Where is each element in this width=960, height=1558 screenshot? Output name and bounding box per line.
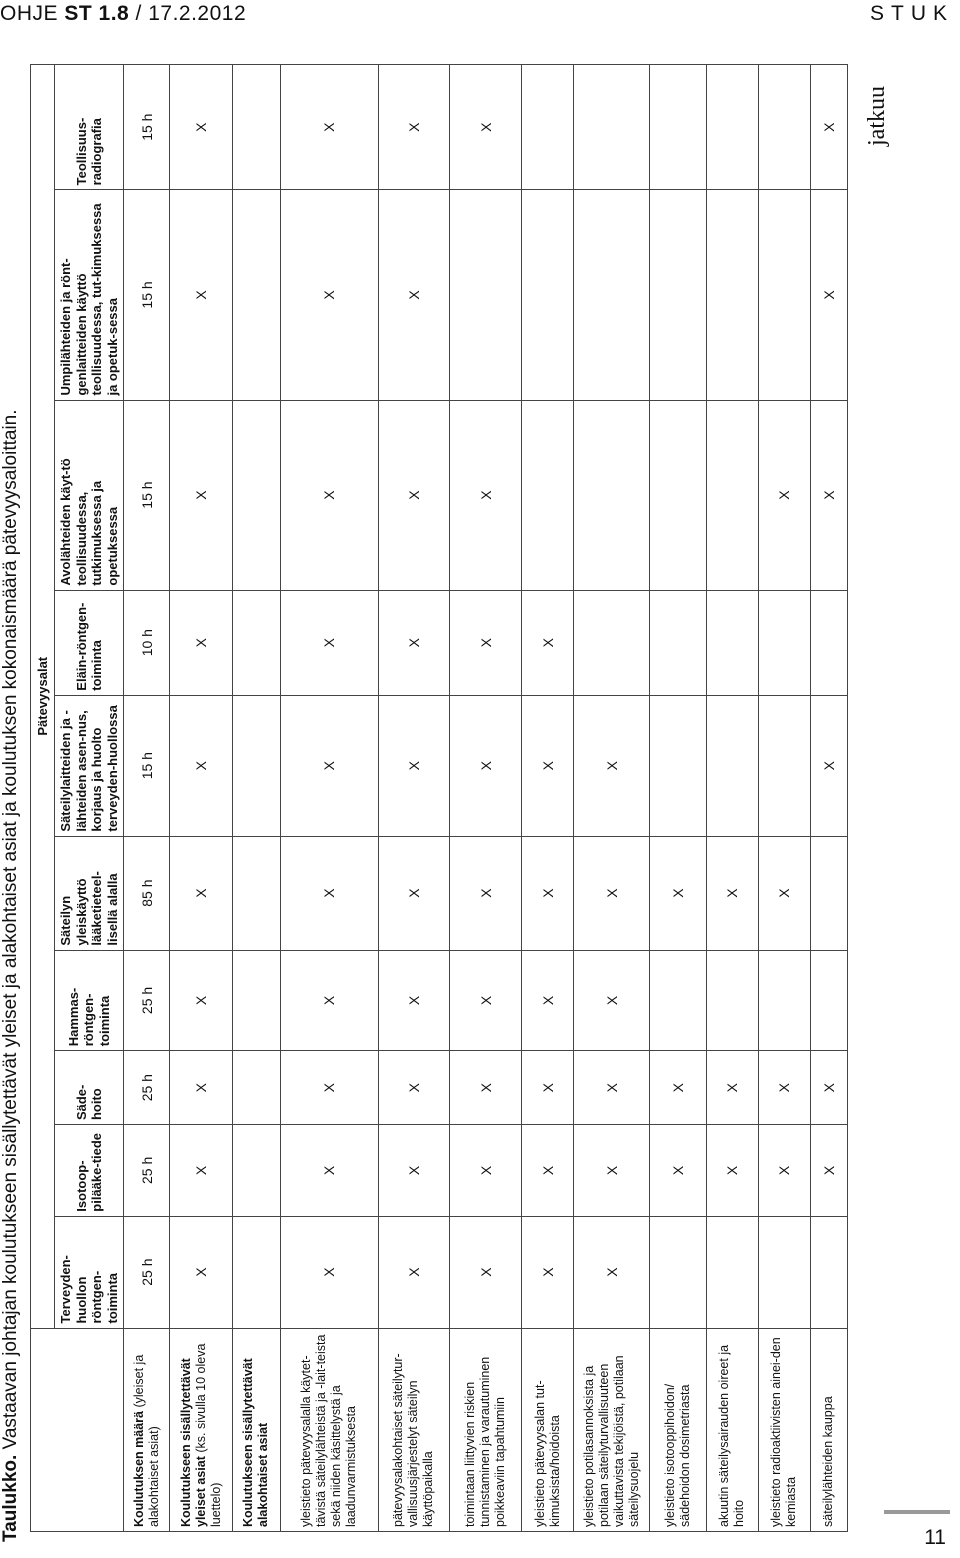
guide-prefix: OHJE [0,2,65,25]
table-cell: X [574,950,650,1051]
column-header: Umpilähteiden ja rönt-genlaitteiden käyttö teollisuudessa, tut-kimuksessa ja opetuk-sessa [55,190,124,400]
column-header: Terveyden-huollon röntgen-toiminta [55,1216,124,1328]
table-cell [706,590,758,695]
table-row [758,65,810,1532]
table-cell: X [170,590,233,695]
table-cell [810,950,847,1051]
row-label [522,1328,574,1531]
table-cell: X [378,1051,450,1125]
table-cell [233,1051,281,1125]
row-label [124,1328,170,1531]
table-cell [810,836,847,950]
column-header: Säteilyn yleiskäyttö lääketieteel-lisellä alalla [55,836,124,950]
table-cell: X [170,65,233,190]
table-cell [706,190,758,400]
table-cell [650,1216,706,1328]
table-row [233,65,281,1532]
table-cell [233,190,281,400]
table-cell [574,400,650,590]
table-cell [522,190,574,400]
table-cell [233,695,281,836]
table-cell: X [280,836,378,950]
table-cell: 25 h [124,1051,170,1125]
row-label [280,1328,378,1531]
row-label [706,1328,758,1531]
table-cell: X [522,590,574,695]
table-cell: X [574,836,650,950]
row-label [450,1328,522,1531]
table-cell: X [574,1051,650,1125]
table-cell: X [170,695,233,836]
column-header: Hammas-röntgen-toiminta [55,950,124,1051]
table-cell: 25 h [124,950,170,1051]
table-body [124,65,848,1532]
table-cell [706,950,758,1051]
table-cell: X [450,1216,522,1328]
table-cell: X [280,950,378,1051]
table-cell: X [280,590,378,695]
table-cell: X [450,950,522,1051]
table-cell: X [522,1125,574,1217]
table-cell [758,950,810,1051]
table-row [280,65,378,1532]
table-cell [233,590,281,695]
table-cell [758,695,810,836]
table-cell: 15 h [124,695,170,836]
table-cell [233,1216,281,1328]
table-cell: X [378,590,450,695]
table-cell [522,65,574,190]
table-cell [706,1216,758,1328]
group-header: Pätevyysalat [31,65,55,1329]
row-label-bold: Koulutukseen sisällytettävät alakohtaiset asiat [241,1358,271,1527]
table-row [522,65,574,1532]
row-label-text: (yleiset ja alakohtaiset asiat) [131,1354,161,1527]
table-cell: X [758,1051,810,1125]
table-cell [810,1216,847,1328]
table-cell: 25 h [124,1216,170,1328]
table-cell [233,1125,281,1217]
table-cell: 10 h [124,590,170,695]
table-cell: X [378,695,450,836]
table-cell: X [280,65,378,190]
table-cell [650,400,706,590]
table-cell: X [170,1216,233,1328]
table-cell: X [522,1216,574,1328]
table-cell: 85 h [124,836,170,950]
table-cell: X [378,65,450,190]
table-cell: X [450,65,522,190]
table-cell: X [574,695,650,836]
caption-lead: Taulukko. [0,1454,21,1542]
table-cell: X [758,1125,810,1217]
row-label [378,1328,450,1531]
table-cell: X [450,1125,522,1217]
table-row [706,65,758,1532]
qualification-table [30,64,848,1532]
row-label [233,1328,281,1531]
table-cell: X [650,836,706,950]
table-cell: X [378,1216,450,1328]
table-cell: X [810,400,847,590]
table-cell: X [450,695,522,836]
table-row [450,65,522,1532]
table-row [170,65,233,1532]
table-cell: 25 h [124,1125,170,1217]
table-cell: X [450,1051,522,1125]
table-cell: 15 h [124,65,170,190]
row-label-text: yleistieto radioaktiivisten ainei-den kemiasta [769,1337,799,1527]
table-cell [233,400,281,590]
table-cell: 15 h [124,190,170,400]
table-row [650,65,706,1532]
table-cell [758,190,810,400]
table-cell: X [378,836,450,950]
table-cell: X [170,1051,233,1125]
table-cell: X [170,1125,233,1217]
table-cell: X [522,695,574,836]
table-cell: X [170,836,233,950]
table-cell [522,400,574,590]
continues-note: jatkuu [864,86,890,146]
column-header: Säde-hoito [55,1051,124,1125]
table-cell: X [522,1051,574,1125]
table-cell: X [280,695,378,836]
column-header: Avolähteiden käyt-tö teollisuudessa, tutkimuksessa ja opetuksessa [55,400,124,590]
table-cell [233,950,281,1051]
table-cell [758,1216,810,1328]
table-cell: X [280,1125,378,1217]
row-label-bold: Koulutuksen määrä [131,1410,146,1527]
table-cell [233,65,281,190]
table-cell: X [450,836,522,950]
table-cell: X [378,950,450,1051]
table-cell: X [810,190,847,400]
table-cell: X [810,695,847,836]
row-label-bold: Koulutukseen sisällytettävät yleiset asiat [178,1358,208,1527]
table-cell: X [706,1051,758,1125]
table-cell [706,695,758,836]
table-cell: X [280,190,378,400]
table-cell: X [170,950,233,1051]
table-row [124,65,170,1532]
table-cell: X [810,1051,847,1125]
column-headers [55,65,124,1532]
row-label [170,1328,233,1531]
table-cell: X [574,1216,650,1328]
table-cell [758,65,810,190]
table-cell: 15 h [124,400,170,590]
table-cell [650,65,706,190]
table-cell: X [758,836,810,950]
column-header: Isotoop-pilääke-tiede [55,1125,124,1217]
table-cell [650,190,706,400]
table-cell [706,65,758,190]
table-cell: X [650,1125,706,1217]
table-cell: X [450,590,522,695]
guide-code: ST 1.8 [64,2,130,25]
table-caption [0,409,22,1542]
row-label-text: pätevyysalakohtaiset säteilytur-vallisuusjärjestelyt säteilyn käyttöpaikalla [391,1353,436,1527]
table-cell: X [450,400,522,590]
table-cell: X [522,836,574,950]
table-cell [233,836,281,950]
row-label-text: yleistieto isotooppihoidon/ sädehoidon dosimetriasta [662,1383,692,1527]
column-header: Säteilylaitteiden ja -lähteiden asen-nus, korjaus ja huolto terveyden-huollossa [55,695,124,836]
table-cell: X [170,190,233,400]
table-cell: X [378,1125,450,1217]
table-cell [574,190,650,400]
row-label [650,1328,706,1531]
table-cell [650,590,706,695]
row-label [574,1328,650,1531]
row-label-text: akuutin säteilysairauden oireet ja hoito [717,1344,747,1527]
caption-text: Vastaavan johtajan koulutukseen sisällytettävät yleiset ja alakohtaiset asiat ja koulutuksen kokonaismäärä pätevyysaloittain. [0,409,21,1455]
table-cell [574,590,650,695]
org-name: STUK [869,2,954,25]
row-label-text: säteilylähteiden kauppa [821,1396,836,1527]
table-row [574,65,650,1532]
table-cell: X [574,1125,650,1217]
table-cell: X [758,400,810,590]
table-cell [758,590,810,695]
row-label [758,1328,810,1531]
guide-date: / 17.2.2012 [129,2,247,25]
table-cell: X [378,400,450,590]
page-number: 11 [924,1526,946,1549]
row-label [810,1328,847,1531]
table-cell: X [706,836,758,950]
table-row [810,65,847,1532]
table-cell: X [706,1125,758,1217]
row-label-text: toimintaan liittyvien riskien tunnistaminen ja varautuminen poikkeaviin tapahtumiin [463,1356,508,1527]
table-cell [650,695,706,836]
table-cell: X [810,65,847,190]
page-rule [884,1510,950,1514]
table-cell: X [810,1125,847,1217]
table-row [378,65,450,1532]
table-head [31,65,124,1532]
table-cell [810,590,847,695]
row-label-text: yleistieto pätevyysalan tut-kimuksista/hoidoista [532,1380,562,1527]
column-header: Teollisuus-radiografia [55,65,124,190]
table-cell: X [280,400,378,590]
table-cell: X [522,950,574,1051]
column-header: Eläin-röntgen-toiminta [55,590,124,695]
table-cell: X [170,400,233,590]
row-label-text: (ks. sivulla 10 oleva luettelo) [193,1343,223,1527]
table-cell: X [650,1051,706,1125]
row-label-text: yleistieto potilasannoksista ja potilaan säteilyturvallisuuteen vaikuttavista tekijöistä, potilaan säteilysuojelu [581,1355,641,1527]
table-cell: X [280,1216,378,1328]
table-cell [650,950,706,1051]
table-cell [574,65,650,190]
table-cell [706,400,758,590]
table-cell: X [280,1051,378,1125]
table-cell [450,190,522,400]
table-cell: X [378,190,450,400]
row-label-text: yleistieto pätevyysalalla käytet-tävistä säteilylähteistä ja -lait-teista sekä niiden käsittelystä ja laadunvarmistuksesta [299,1334,359,1527]
corner-cell [31,1328,124,1531]
